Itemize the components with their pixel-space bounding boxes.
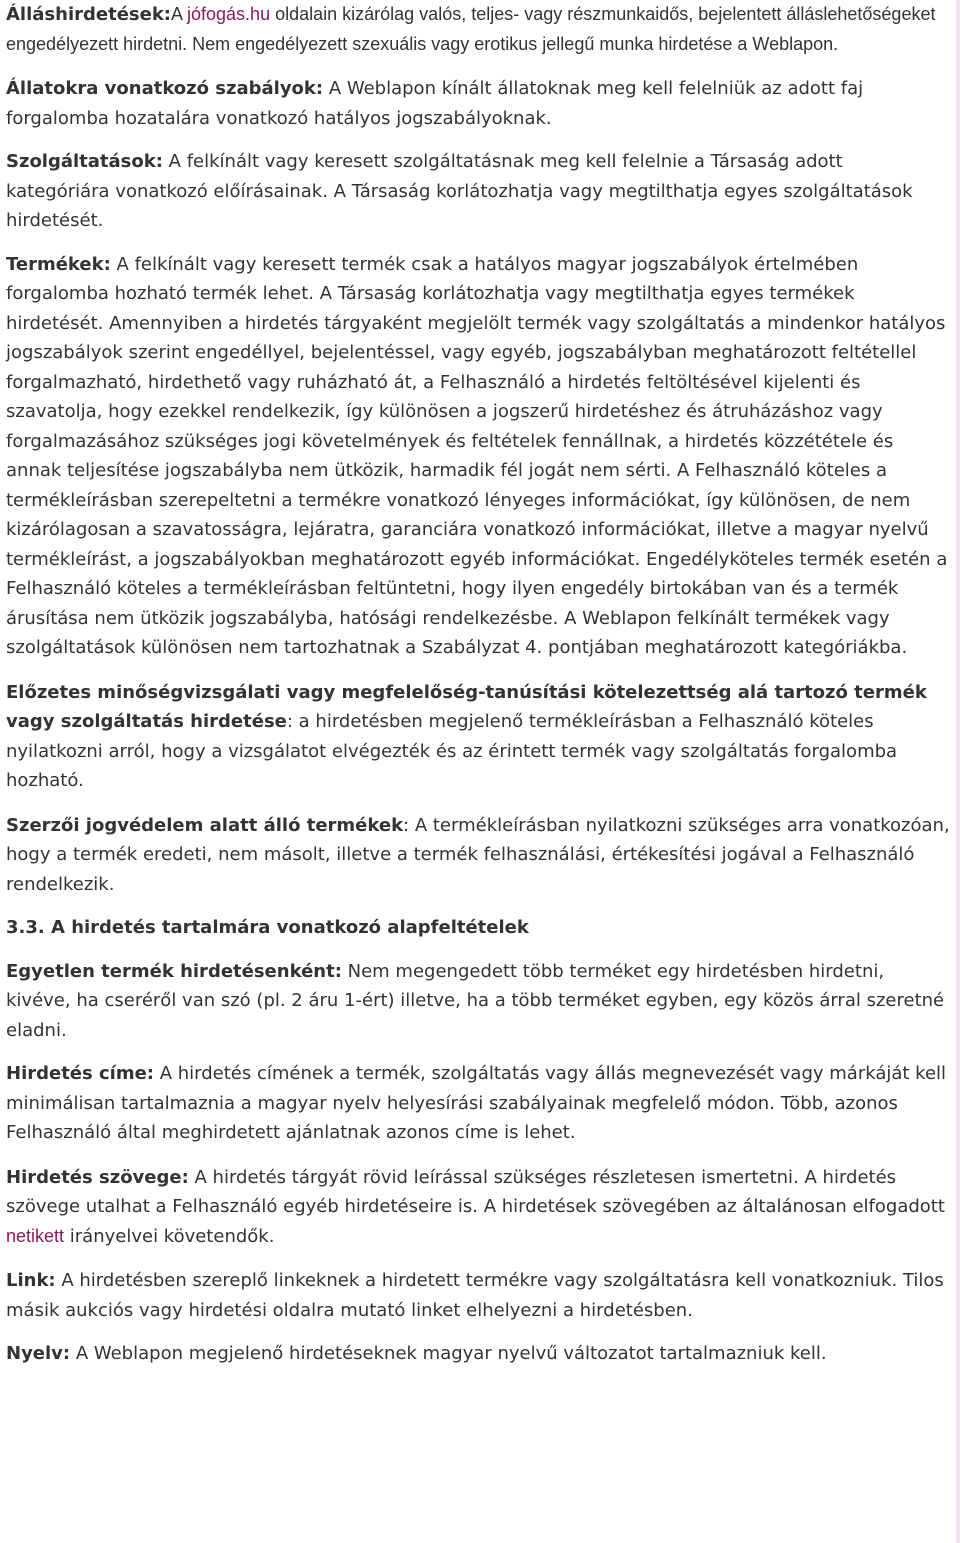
paragraph-title: Álláshirdetések: bbox=[6, 4, 171, 25]
paragraph-cime bbox=[6, 1059, 950, 1148]
paragraph-text: A Weblapon kínált állatoknak meg kell felelniük az adott faj forgalomba hozatalára vonatkozó hatályos jogszabályoknak. bbox=[6, 78, 864, 129]
paragraph-nyelv bbox=[6, 1339, 950, 1369]
paragraph-szolgaltatasok bbox=[6, 147, 950, 236]
paragraph-title: Állatokra vonatkozó szabályok: bbox=[6, 78, 324, 99]
paragraph-text: A felkínált vagy keresett termék csak a hatályos magyar jogszabályok értelmében forgalomba hozható termék lehet. A Társaság korlátozhatja vagy megtilthatja egyes termékek hirdetését. Amennyiben a hirdetés tárgyaként megjelölt termék vagy szolgáltatás a mindenkor hatályos jogszabályok szerint engedéllyel, bejelentéssel, vagy egyéb, jogszabályban meghatározott feltétellel forgalmazható, hirdethető vagy ruházható át, a Felhasználó a hirdetés feltöltésével kijelenti és szavatolja, hogy ezekkel rendelkezik, így különösen a jogszerű hirdetéshez és átruházáshoz vagy forgalmazásához szükséges jogi követelmények és feltételek fennállnak, a hirdetés közzététele és annak teljesítése jogszabályba nem ütközik, harmadik fél jogát nem sérti. A Felhasználó köteles a termékleírásban szerepeltetni a termékre vonatkozó lényeges információkat, így különösen, de nem kizárólagosan a szavatosságra, lejáratra, garanciára vonatkozó információkat, illetve a magyar nyelvű termékleírást, a jogszabályokban meghatározott egyéb információkat. Engedélyköteles termék esetén a Felhasználó köteles a termékleírásban feltüntetni, hogy ilyen engedély birtokában van és a termék árusítása nem ütközik jogszabályba, hatósági rendelkezésbe. A Weblapon felkínált termékek vagy szolgáltatások különösen nem tartozhatnak a Szabályzat 4. pontjában meghatározott kategóriákba. bbox=[6, 253, 948, 658]
paragraph-title: Hirdetés szövege: bbox=[6, 1166, 189, 1188]
section-heading-text: 3.3. A hirdetés tartalmára vonatkozó alapfeltételek bbox=[6, 917, 529, 938]
paragraph-text: : A termékleírásban nyilatkozni szükséges arra vonatkozóan, hogy a termék eredeti, nem másolt, illetve a termék felhasználási, értékesítési jogával a Felhasználó rendelkezik. bbox=[6, 814, 950, 895]
paragraph-allatok bbox=[6, 74, 950, 133]
paragraph-text: irányelvei követendők. bbox=[64, 1225, 275, 1247]
paragraph-title: Előzetes minőségvizsgálati vagy megfelelőség-tanúsítási kötelezettség alá tartozó termék vagy szolgáltatás hirdetése bbox=[6, 681, 927, 732]
paragraph-allashirdetesek bbox=[6, 0, 950, 59]
paragraph-text: A hirdetés címének a termék, szolgáltatás vagy állás megnevezését vagy márkáját kell minimálisan tartalmaznia a magyar nyelv helyesírási szabályainak megfelelő módon. Több, azonos Felhasználó által meghirdetett ajánlatnak azonos címe is lehet. bbox=[6, 1063, 947, 1143]
paragraph-text: Nem megengedett több terméket egy hirdetésben hirdetni, kivéve, ha cseréről van szó (pl. 2 áru 1-ért) illetve, ha a több terméket egyben, egy közös árral szeretné eladni. bbox=[6, 960, 945, 1041]
paragraph-elozetes bbox=[6, 678, 950, 796]
paragraph-text: A bbox=[171, 4, 188, 24]
paragraph-title: Termékek: bbox=[6, 253, 111, 275]
paragraph-termekek bbox=[6, 250, 950, 663]
paragraph-text: A Weblapon megjelenő hirdetéseknek magyar nyelvű változatot tartalmazniuk kell. bbox=[70, 1343, 827, 1364]
paragraph-szovege bbox=[6, 1163, 950, 1252]
paragraph-title: Hirdetés címe: bbox=[6, 1063, 154, 1084]
paragraph-text: : a hirdetésben megjelenő termékleírásban a Felhasználó köteles nyilatkozni arról, hogy a vizsgálatot elvégezték és az érintett termék vagy szolgáltatás forgalomba hozható. bbox=[6, 711, 898, 791]
paragraph-egyetlen bbox=[6, 957, 950, 1046]
paragraph-text: A hirdetésben szereplő linkeknek a hirdetett termékre vagy szolgáltatásra kell vonatkozniuk. Tilos másik aukciós vagy hirdetési oldalra mutató linket elhelyezni a hirdetésben. bbox=[6, 1270, 944, 1321]
paragraph-text: A felkínált vagy keresett szolgáltatásnak meg kell felelnie a Társaság adott kategóriára vonatkozó előírásainak. A Társaság korlátozhatja vagy megtilthatja egyes szolgáltatások hirdetését. bbox=[6, 151, 913, 231]
paragraph-szerzoi bbox=[6, 811, 950, 900]
paragraph-link bbox=[6, 1266, 950, 1325]
paragraph-title: Szolgáltatások: bbox=[6, 151, 163, 172]
paragraph-title: Egyetlen termék hirdetésenként: bbox=[6, 960, 342, 982]
paragraph-text: A hirdetés tárgyát rövid leírással szükséges részletesen ismertetni. A hirdetés szövege utalhat a Felhasználó egyéb hirdetéseire is. A hirdetések szövegében az általánosan elfogadott bbox=[6, 1166, 945, 1217]
section-heading bbox=[6, 913, 950, 943]
jofogas-link[interactable]: jófogás.hu bbox=[187, 4, 271, 24]
paragraph-title: Link: bbox=[6, 1270, 56, 1291]
paragraph-text: oldalain kizárólag valós, teljes- vagy részmunkaidős, bejelentett álláslehetőségeket engedélyezett hirdetni. Nem engedélyezett szexuális vagy erotikus jellegű munka hirdetése a Weblapon. bbox=[6, 4, 936, 54]
paragraph-title: Szerzői jogvédelem alatt álló termékek bbox=[6, 814, 404, 836]
netikett-link[interactable]: netikett bbox=[6, 1225, 65, 1246]
paragraph-title: Nyelv: bbox=[6, 1343, 71, 1364]
